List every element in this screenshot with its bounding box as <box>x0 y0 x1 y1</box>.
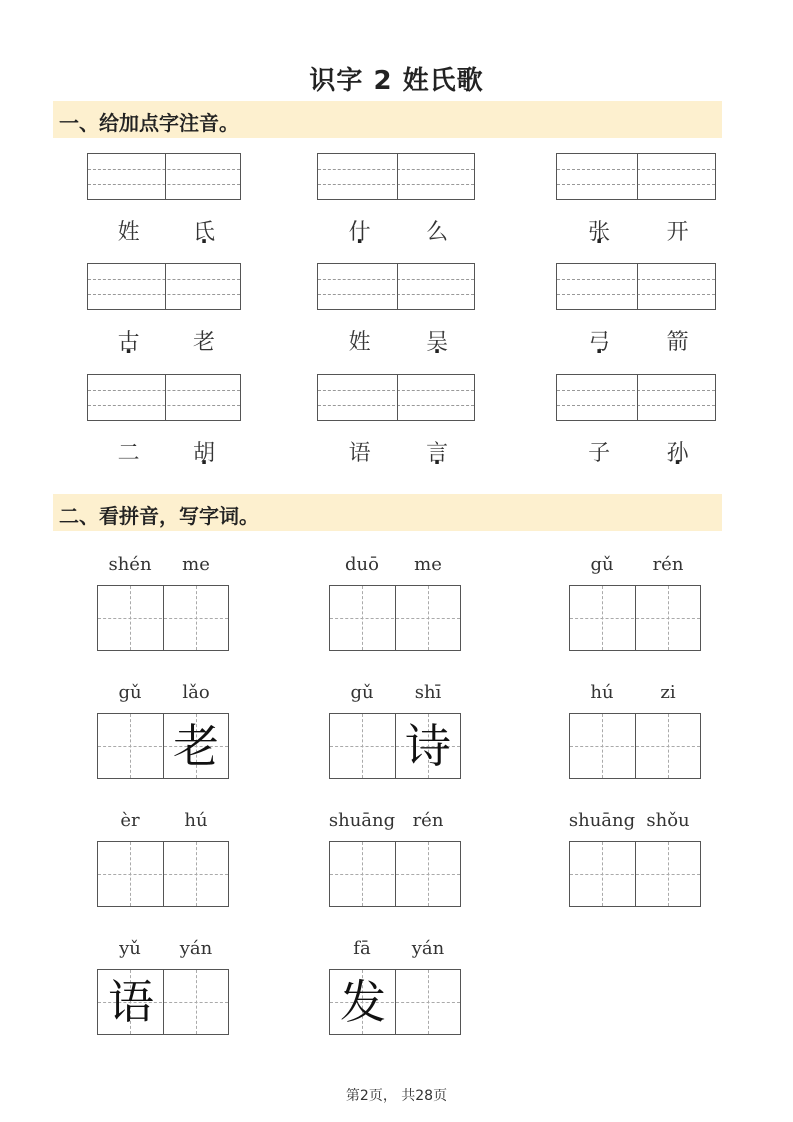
pinyin-label: fā <box>353 938 371 959</box>
pinyin-label: rén <box>652 554 684 575</box>
pinyin-answer-grid[interactable] <box>87 374 241 421</box>
section-2-banner <box>53 494 722 531</box>
guide-line <box>557 279 715 280</box>
guide-line <box>557 390 715 391</box>
pinyin-answer-grid[interactable] <box>556 263 716 310</box>
filled-character: 发 <box>340 975 386 1029</box>
pinyin-answer-grid[interactable] <box>317 263 475 310</box>
page-number: 第2页， 共28页 <box>345 1088 448 1104</box>
guide-line <box>98 874 228 875</box>
pinyin-label: gǔ <box>590 554 614 575</box>
character: 二 <box>117 441 140 466</box>
divider <box>165 375 166 420</box>
pinyin-label: gǔ <box>350 682 374 703</box>
divider <box>397 375 398 420</box>
guide-line <box>88 294 240 295</box>
character-writing-grid[interactable] <box>329 585 461 651</box>
pinyin-answer-grid[interactable] <box>556 153 716 200</box>
pinyin-label: shén <box>108 554 152 575</box>
guide-line <box>88 279 240 280</box>
guide-line <box>318 294 474 295</box>
dotted-character: 弓 · <box>584 325 614 356</box>
guide-line <box>570 618 700 619</box>
dotted-character: 孙 · <box>663 436 693 467</box>
guide-line <box>570 746 700 747</box>
pinyin-label: yán <box>411 938 445 959</box>
pinyin-label: lǎo <box>182 682 210 703</box>
guide-line <box>318 405 474 406</box>
guide-line <box>318 169 474 170</box>
pinyin-label: duō <box>345 554 379 575</box>
pinyin-label: gǔ <box>118 682 142 703</box>
character: 箭 <box>666 330 689 355</box>
character: 开 <box>666 220 689 245</box>
dotted-character: 言 · <box>422 436 452 467</box>
pinyin-answer-grid[interactable] <box>87 263 241 310</box>
divider <box>165 264 166 309</box>
character: 子 <box>588 441 611 466</box>
character-writing-grid[interactable] <box>569 713 701 779</box>
guide-line <box>557 169 715 170</box>
guide-line <box>318 279 474 280</box>
pinyin-label: èr <box>120 810 140 831</box>
guide-line <box>88 184 240 185</box>
guide-line <box>88 390 240 391</box>
guide-line <box>557 294 715 295</box>
dotted-character: 什 · <box>345 215 375 246</box>
pinyin-label: shuāng <box>568 810 636 831</box>
divider <box>637 375 638 420</box>
character-writing-grid[interactable] <box>97 969 229 1035</box>
pinyin-label: hú <box>184 810 208 831</box>
pinyin-answer-grid[interactable] <box>556 374 716 421</box>
character-writing-grid[interactable] <box>569 841 701 907</box>
pinyin-answer-grid[interactable] <box>317 374 475 421</box>
guide-line <box>98 618 228 619</box>
divider <box>397 154 398 199</box>
page-title: 识字 2 姓氏歌 <box>309 66 484 96</box>
pinyin-label: me <box>182 554 210 575</box>
dotted-character: 胡 · <box>189 436 219 467</box>
dotted-character: 吴 · <box>422 325 452 356</box>
pinyin-answer-grid[interactable] <box>87 153 241 200</box>
section-1-banner <box>53 101 722 138</box>
character-writing-grid[interactable] <box>97 713 229 779</box>
character-writing-grid[interactable] <box>97 585 229 651</box>
pinyin-answer-grid[interactable] <box>317 153 475 200</box>
character-writing-grid[interactable] <box>329 841 461 907</box>
pinyin-label: shuāng <box>328 810 396 831</box>
character: 姓 <box>117 220 140 245</box>
pinyin-label: zi <box>660 682 676 703</box>
divider <box>637 154 638 199</box>
guide-line <box>557 405 715 406</box>
filled-character: 老 <box>173 719 219 773</box>
divider <box>397 264 398 309</box>
character-writing-grid[interactable] <box>97 841 229 907</box>
guide-line <box>318 184 474 185</box>
divider <box>165 154 166 199</box>
dotted-character: 氏 · <box>189 215 219 246</box>
pinyin-label: yǔ <box>119 938 141 959</box>
guide-line <box>88 405 240 406</box>
guide-line <box>330 874 460 875</box>
character: 姓 <box>348 330 371 355</box>
pinyin-label: yán <box>179 938 213 959</box>
pinyin-label: rén <box>412 810 444 831</box>
character-writing-grid[interactable] <box>329 713 461 779</box>
pinyin-label: shǒu <box>646 810 690 831</box>
guide-line <box>318 390 474 391</box>
section-2-heading: 二、看拼音，写字词。 <box>59 504 259 528</box>
character: 老 <box>193 330 216 355</box>
pinyin-label: shī <box>414 682 442 703</box>
character-writing-grid[interactable] <box>569 585 701 651</box>
filled-character: 诗 <box>405 719 451 773</box>
divider <box>637 264 638 309</box>
section-1-heading: 一、给加点字注音。 <box>59 111 239 135</box>
pinyin-label: me <box>414 554 442 575</box>
guide-line <box>557 184 715 185</box>
guide-line <box>330 618 460 619</box>
pinyin-label: hú <box>590 682 614 703</box>
dotted-character: 古 · <box>114 325 144 356</box>
dotted-character: 张 · <box>584 215 614 246</box>
filled-character: 语 <box>108 975 154 1029</box>
guide-line <box>88 169 240 170</box>
guide-line <box>570 874 700 875</box>
character: 么 <box>426 220 449 245</box>
character: 语 <box>348 441 371 466</box>
character-writing-grid[interactable] <box>329 969 461 1035</box>
